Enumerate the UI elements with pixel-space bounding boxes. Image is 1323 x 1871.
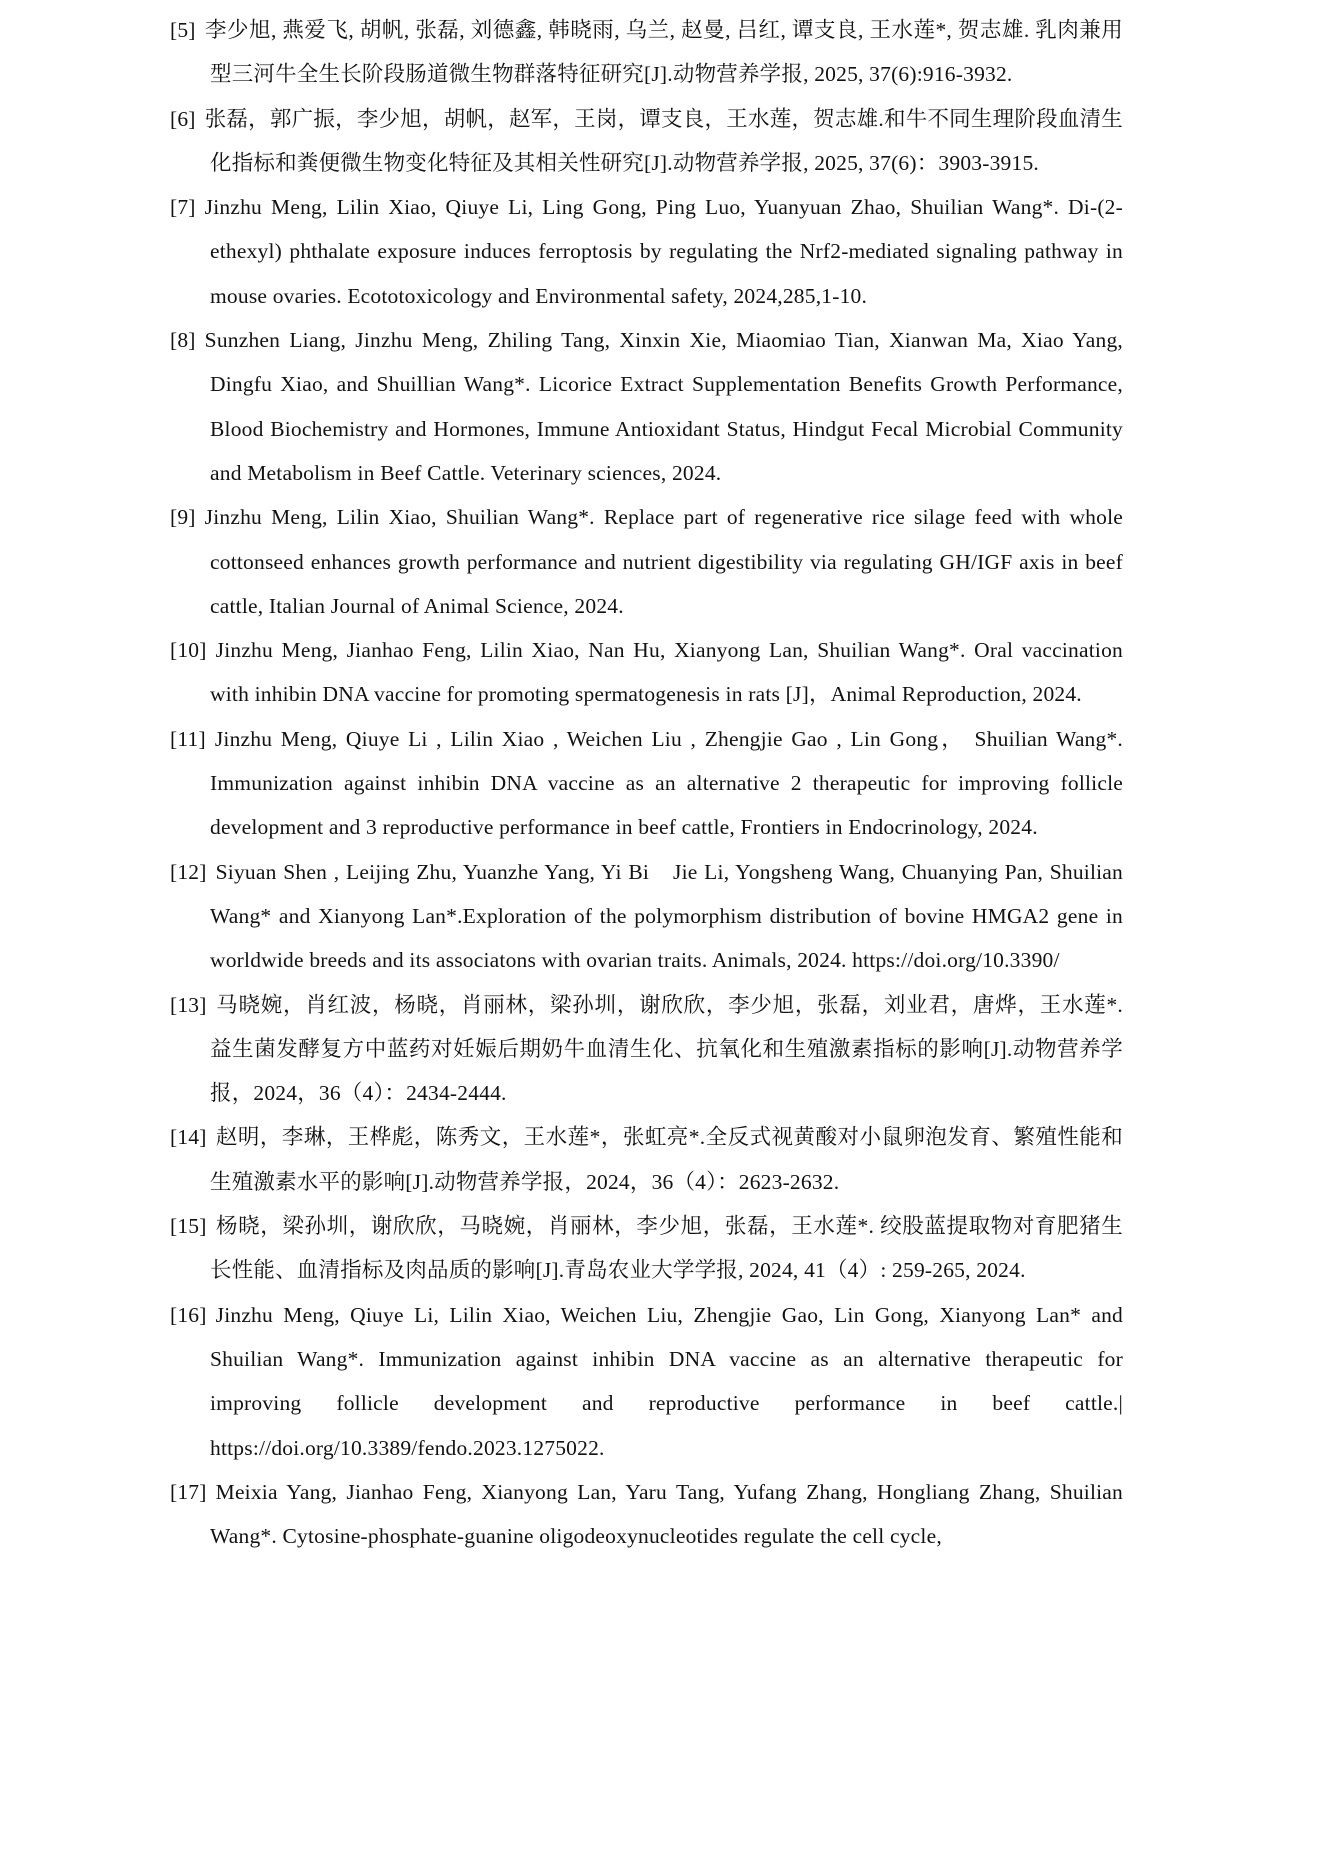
reference-text: 马晓婉，肖红波，杨晓，肖丽林，梁孙圳，谢欣欣，李少旭，张磊，刘业君，唐烨，王水莲*. 益生菌发酵复方中蓝药对妊娠后期奶牛血清生化、抗氧化和生殖激素指标的影响[J].动物营养学报，2024，36（4）：2434-2444. — [210, 992, 1123, 1106]
reference-entry — [170, 1470, 1123, 1559]
reference-text: 张磊，郭广振，李少旭，胡帆，赵军，王岗，谭支良，王水莲，贺志雄.和牛不同生理阶段血清生化指标和粪便微生物变化特征及其相关性研究[J].动物营养学报, 2025, 37(6)：3903-3915. — [204, 106, 1123, 175]
reference-number: [7] — [170, 195, 196, 220]
reference-text: 李少旭, 燕爱飞, 胡帆, 张磊, 刘德鑫, 韩晓雨, 乌兰, 赵曼, 吕红, 谭支良, 王水莲*, 贺志雄. 乳肉兼用型三河牛全生长阶段肠道微生物群落特征研究[J].动物营养学报, 2025, 37(6):916-3932. — [204, 18, 1123, 87]
reference-number: [9] — [170, 505, 196, 530]
reference-entry — [170, 318, 1123, 495]
reference-text: 杨晓，梁孙圳，谢欣欣，马晓婉，肖丽林，李少旭，张磊，王水莲*. 绞股蓝提取物对育肥猪生长性能、血清指标及肉品质的影响[J].青岛农业大学学报, 2024, 41（4）: 259-265, 2024. — [210, 1214, 1123, 1283]
reference-entry — [170, 717, 1123, 850]
reference-text: Sunzhen Liang, Jinzhu Meng, Zhiling Tang, Xinxin Xie, Miaomiao Tian, Xianwan Ma, Xiao Yang, Dingfu Xiao, and Shuillian Wang*. Licorice Extract Supplementation Benefits Growth Performance, Blood Biochemistry and Hormones, Immune Antioxidant Status, Hindgut Fecal Microbial Community and Metabolism in Beef Cattle. Veterinary sciences, 2024. — [204, 328, 1123, 485]
reference-list — [170, 8, 1123, 1558]
reference-text: Jinzhu Meng, Lilin Xiao, Shuilian Wang*. Replace part of regenerative rice silage feed with whole cottonseed enhances growth performance and nutrient digestibility via regulating GH/IGF axis in beef cattle, Italian Journal of Animal Science, 2024. — [204, 505, 1123, 618]
reference-number: [14] — [170, 1125, 207, 1150]
reference-number: [12] — [170, 859, 207, 884]
reference-number: [16] — [170, 1302, 207, 1327]
reference-text: Jinzhu Meng, Qiuye Li , Lilin Xiao , Weichen Liu , Zhengjie Gao , Lin Gong， Shuilian Wang*. Immunization against inhibin DNA vaccine as an alternative 2 therapeutic for improving follicle development and 3 reproductive performance in beef cattle, Frontiers in Endocrinology, 2024. — [210, 726, 1123, 840]
reference-entry — [170, 628, 1123, 717]
reference-entry — [170, 185, 1123, 318]
reference-entry — [170, 1204, 1123, 1293]
reference-number: [10] — [170, 638, 207, 663]
reference-text: Jinzhu Meng, Jianhao Feng, Lilin Xiao, Nan Hu, Xianyong Lan, Shuilian Wang*. Oral vaccination with inhibin DNA vaccine for promoting spermatogenesis in rats [J]，Animal Reproduction, 2024. — [210, 638, 1123, 707]
reference-number: [5] — [170, 18, 196, 42]
reference-number: [8] — [170, 328, 196, 353]
reference-text: 赵明，李琳，王桦彪，陈秀文，王水莲*，张虹亮*.全反式视黄酸对小鼠卵泡发育、繁殖性能和生殖激素水平的影响[J].动物营养学报，2024，36（4）：2623-2632. — [210, 1125, 1123, 1194]
reference-number: [15] — [170, 1214, 207, 1239]
reference-number: [17] — [170, 1479, 207, 1504]
reference-entry — [170, 97, 1123, 186]
reference-text: Jinzhu Meng, Qiuye Li, Lilin Xiao, Weichen Liu, Zhengjie Gao, Lin Gong, Xianyong Lan* and Shuilian Wang*. Immunization against inhibin DNA vaccine as an alternative therapeutic for improving follicle development and reproductive performance in beef cattle.| https://doi.org/10.3389/fendo.2023.1275022. — [210, 1302, 1123, 1460]
reference-entry — [170, 8, 1123, 97]
reference-entry — [170, 1115, 1123, 1204]
reference-number: [13] — [170, 992, 207, 1017]
reference-entry — [170, 1293, 1123, 1470]
reference-text: Jinzhu Meng, Lilin Xiao, Qiuye Li, Ling Gong, Ping Luo, Yuanyuan Zhao, Shuilian Wang*. Di-(2-ethexyl) phthalate exposure induces ferroptosis by regulating the Nrf2-mediated signaling pathway in mouse ovaries. Ecototoxicology and Environmental safety, 2024,285,1-10. — [204, 195, 1123, 308]
reference-number: [6] — [170, 106, 196, 131]
reference-text: Meixia Yang, Jianhao Feng, Xianyong Lan, Yaru Tang, Yufang Zhang, Hongliang Zhang, Shuilian Wang*. Cytosine-phosphate-guanine oligodeoxynucleotides regulate the cell cycle, — [210, 1479, 1123, 1549]
reference-number: [11] — [170, 726, 206, 751]
reference-entry — [170, 495, 1123, 628]
reference-entry — [170, 983, 1123, 1116]
reference-text: Siyuan Shen , Leijing Zhu, Yuanzhe Yang, Yi Bi Jie Li, Yongsheng Wang, Chuanying Pan, Shuilian Wang* and Xianyong Lan*.Exploration of the polymorphism distribution of bovine HMGA2 gene in worldwide breeds and its associatons with ovarian traits. Animals, 2024. https://doi.org/10.3390/ — [210, 859, 1123, 973]
reference-entry — [170, 850, 1123, 983]
